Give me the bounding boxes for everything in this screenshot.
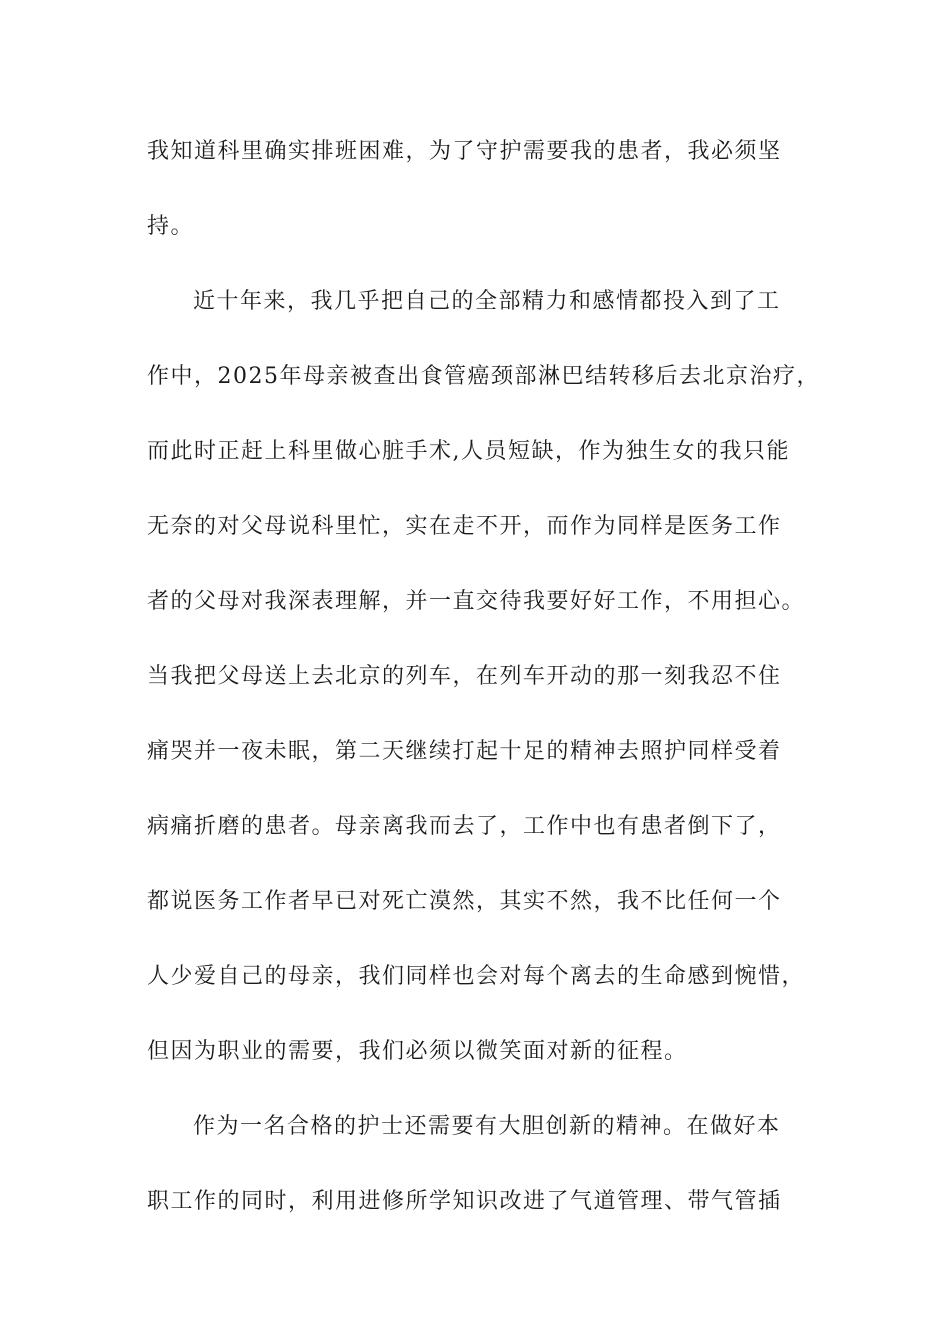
text-line-13: 但因为职业的需要，我们必须以微笑面对新的征程。 bbox=[147, 1039, 688, 1064]
text-line-8: 当我把父母送上去北京的列车，在列车开动的那一刻我忍不住 bbox=[147, 664, 782, 689]
text-line-12: 人少爱自己的母亲，我们同样也会对每个离去的生命感到惋惜， bbox=[147, 964, 806, 989]
paragraph-start-line: 作为一名合格的护士还需要有大胆创新的精神。在做好本 bbox=[193, 1114, 781, 1139]
text-line-9: 痛哭并一夜未眠，第二天继续打起十足的精神去照护同样受着 bbox=[147, 739, 782, 764]
paragraph-start-line: 近十年来，我几乎把自己的全部精力和感情都投入到了工 bbox=[193, 289, 781, 314]
text-line-2: 持。 bbox=[147, 214, 195, 239]
text-line-7: 者的父母对我深表理解，并一直交待我要好好工作，不用担心。 bbox=[147, 589, 806, 614]
text-line-5: 而此时正赶上科里做心脏手术,人员短缺，作为独生女的我只能 bbox=[147, 439, 790, 464]
text-line-11: 都说医务工作者早已对死亡漠然，其实不然，我不比任何一个 bbox=[147, 889, 782, 914]
text-line-15: 职工作的同时，利用进修所学知识改进了气道管理、带气管插 bbox=[147, 1189, 782, 1214]
text-line-6: 无奈的对父母说科里忙，实在走不开，而作为同样是医务工作 bbox=[147, 514, 782, 539]
text-line-1: 我知道科里确实排班困难，为了守护需要我的患者，我必须坚 bbox=[147, 139, 782, 164]
text-line-4: 作中，2025年母亲被查出食管癌颈部淋巴结转移后去北京治疗， bbox=[147, 364, 820, 389]
text-line-10: 病痛折磨的患者。母亲离我而去了，工作中也有患者倒下了， bbox=[147, 814, 782, 839]
